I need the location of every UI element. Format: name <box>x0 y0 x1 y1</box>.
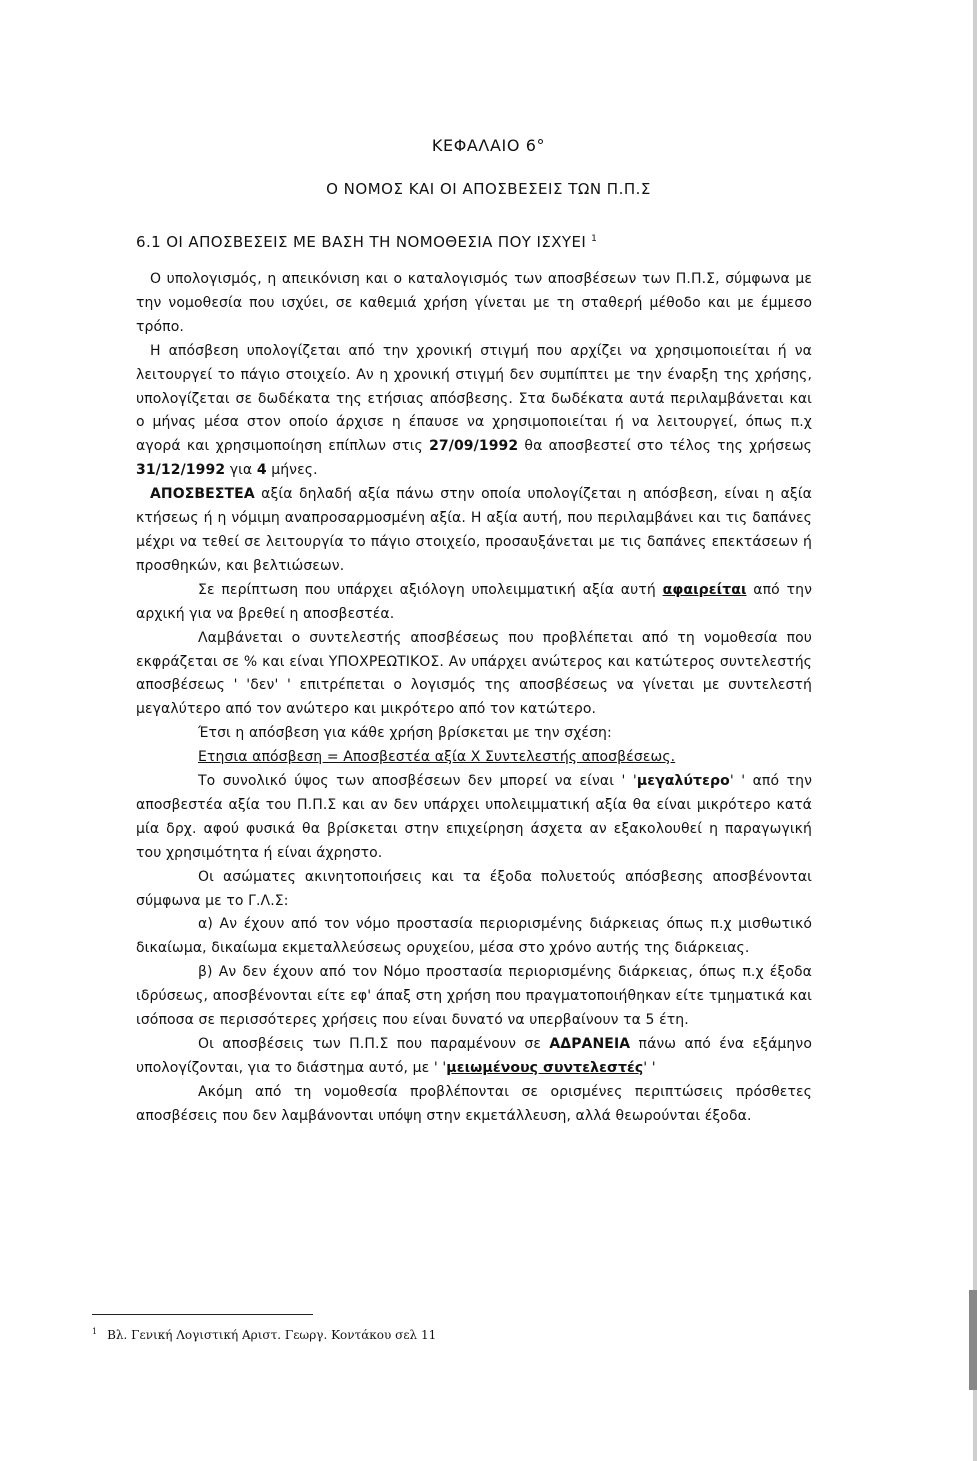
section-heading <box>136 233 597 251</box>
p7-text-c: ' ' από την αποσβεστέα αξία του Π.Π.Σ και αν δεν υπάρχει υπολειμματική αξία θα είναι μικρότερο κατά μία δρχ. αφού φυσικά θα βρίσκεται στην επιχείρηση άσχετα αν εξακολουθεί η παραγωγική του χρησιμότητα ή είναι άχρηστο. <box>136 773 813 861</box>
p3-term: ΑΠΟΣΒΕΣΤΕΑ <box>150 486 255 503</box>
p11-text-a: Οι αποσβέσεις των Π.Π.Σ που παραμένουν σε <box>198 1036 550 1052</box>
paragraph-6: Έτσι η απόσβεση για κάθε χρήση βρίσκεται με την σχέση: <box>198 725 612 742</box>
paragraph-1: Ο υπολογισμός, η απεικόνιση και ο καταλογισμός των αποσβέσεων των Π.Π.Σ, σύμφωνα με την νομοθεσία που ισχύει, σε καθεμιά χρήση γίνεται με τη σταθερή μέθοδο και με έμμεσο τρόπο. <box>136 271 812 335</box>
chapter-title: Ο ΝΟΜΟΣ ΚΑΙ ΟΙ ΑΠΟΣΒΕΣΕΙΣ ΤΩΝ Π.Π.Σ <box>326 180 651 198</box>
footnote-number: 1 <box>92 1327 98 1336</box>
p2-date-end: 31/12/1992 <box>136 462 226 479</box>
p4-text-a: Σε περίπτωση που υπάρχει αξιόλογη υπολειμματική αξία αυτή <box>198 581 663 598</box>
p2-date-start: 27/09/1992 <box>429 438 519 455</box>
p7-text-a: Το συνολικό ύψος των αποσβέσεων δεν μπορεί να είναι ' ' <box>198 773 637 790</box>
paragraph-3 <box>136 483 812 579</box>
p11-text-c: πάνω από ένα εξάμηνο υπολογίζονται, για το διάστημα αυτό, με ' ' <box>136 1036 812 1076</box>
scan-edge-mark <box>969 1290 977 1390</box>
p11-bold-a: ΑΔΡΑΝΕΙΑ <box>549 1036 631 1052</box>
footnote-divider <box>92 1314 313 1315</box>
paragraph-9: α) Αν έχουν από τον νόμο προστασία περιορισμένης διάρκειας όπως π.χ μισθωτικό δικαίωμα, δικαίωμα εκμεταλλεύσεως ορυχείου, μέσα στο χρόνο αυτής της διάρκειας. <box>136 916 812 957</box>
p11-text-e: ' ' <box>643 1059 656 1076</box>
paragraph-7 <box>136 770 812 866</box>
footnote-ref: 1 <box>591 234 598 244</box>
formula <box>136 746 812 770</box>
p2-text-b: θα αποσβεστεί στο τέλος της χρήσεως <box>518 438 812 455</box>
chapter-heading: ΚΕΦΑΛΑΙΟ 6° <box>431 136 546 155</box>
paragraph-8: Οι ασώματες ακινητοποιήσεις και τα έξοδα πολυετούς απόσβεσης αποσβένονται σύμφωνα με το Γ.Λ.Σ: <box>136 868 812 909</box>
p2-text-a: Η απόσβεση υπολογίζεται από την χρονική στιγμή που αρχίζει να χρησιμοποιείται ή να λειτουργεί το πάγιο στοιχείο. Αν η χρονική στιγμή δεν συμπίπτει με την έναρξη της χρήσης, υπολογίζεται σε δωδέκατα της ετήσιας απόσβεσης. Στα δωδέκατα αυτά περιλαμβάνεται και ο μήνας μέσα στον οποίο άρχισε η έπαυσε να χρησιμοποιείται ή να λειτουργεί, όπως π.χ αγορά και χρησιμοποίηση επίπλων στις <box>136 342 812 455</box>
paragraph-11 <box>136 1033 812 1081</box>
p2-text-c: για <box>225 462 257 479</box>
body-text <box>136 268 812 1129</box>
section-title: 6.1 ΟΙ ΑΠΟΣΒΕΣΕΙΣ ΜΕ ΒΑΣΗ ΤΗ ΝΟΜΟΘΕΣΙΑ ΠΟΥ ΙΣΧΥΕΙ <box>136 233 587 251</box>
formula-text: Ετησια απόσβεση = Αποσβεστέα αξία Χ Συντελεστής αποσβέσεως. <box>198 749 676 766</box>
p4-text-b: από την αρχική για να βρεθεί η αποσβεστέα. <box>136 581 813 622</box>
p11-underlined: μειωμένους συντελεστές <box>446 1059 644 1076</box>
paragraph-4 <box>136 579 812 627</box>
p2-months: 4 <box>256 462 267 479</box>
footnote-text: Βλ. Γενική Λογιστική Αριστ. Γεωργ. Κοντάκου σελ 11 <box>107 1328 437 1342</box>
p3-text: αξία δηλαδή αξία πάνω στην οποία υπολογίζεται η απόσβεση, είναι η αξία κτήσεως ή η νόμιμη αναπροσαρμοσμένη αξία. Η αξία αυτή, που περιλαμβάνει και τις δαπάνες μέχρι να τεθεί σε λειτουργία το πάγιο στοιχείο, προσαυξάνεται με τις δαπάνες επεκτάσεων ή προσθηκών, και βελτιώσεων. <box>136 486 812 574</box>
paragraph-10: β) Αν δεν έχουν από τον Νόμο προστασία περιορισμένης διάρκειας, όπως π.χ έξοδα ιδρύσεως, αποσβένονται είτε εφ' άπαξ στη χρήση που πραγματοποιήθηκαν είτε τμηματικά και ισόποσα σε περισσότερες χρήσεις που είναι δυνατό να υπερβαίνουν τα 5 έτη. <box>136 964 812 1029</box>
paragraph-2 <box>136 340 812 483</box>
paragraph-12: Ακόμη από τη νομοθεσία προβλέπονται σε ορισμένες περιπτώσεις πρόσθετες αποσβέσεις που δεν λαμβάνονται υπόψη στην εκμετάλλευση, αλλά θεωρούνται έξοδα. <box>136 1083 812 1124</box>
paragraph-5: Λαμβάνεται ο συντελεστής αποσβέσεως που προβλέπεται από τη νομοθεσία που εκφράζεται σε % και είναι ΥΠΟΧΡΕΩΤΙΚΟΣ. Αν υπάρχει ανώτερος και κατώτερος συντελεστής αποσβέσεως ' 'δεν' ' επιτρέπεται ο λογισμός της αποσβέσεως να γίνεται με συντελεστή μεγαλύτερο από τον ανώτερο και μικρότερο από τον κατώτερο. <box>136 629 812 718</box>
footnote <box>92 1327 436 1342</box>
scan-edge <box>973 0 977 1461</box>
p4-underlined: αφαιρείται <box>662 581 747 598</box>
p2-text-d: μήνες. <box>266 462 318 479</box>
p7-bold: μεγαλύτερο <box>636 773 730 790</box>
